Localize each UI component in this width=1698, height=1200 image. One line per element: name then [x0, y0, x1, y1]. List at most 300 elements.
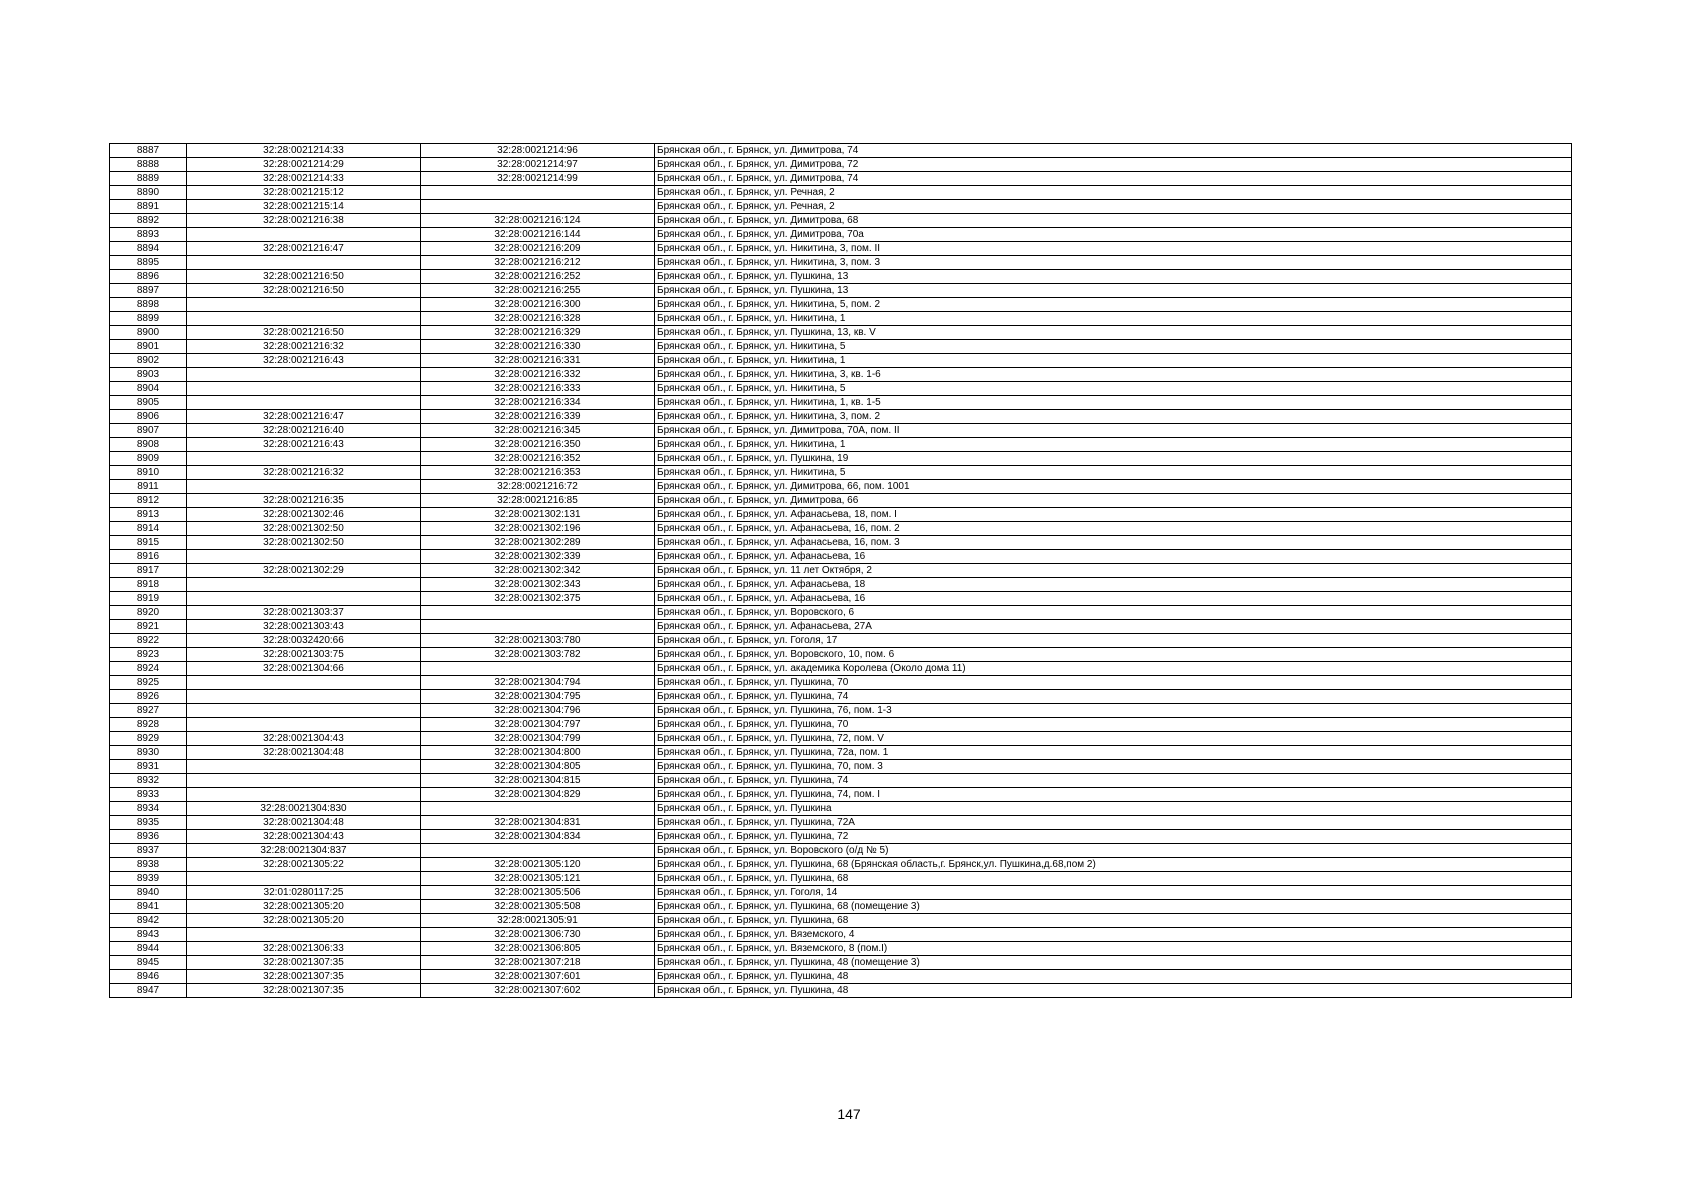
row-number-cell: 8914 — [110, 522, 187, 536]
row-number-cell: 8893 — [110, 228, 187, 242]
address-cell: Брянская обл., г. Брянск, ул. Никитина, 3, кв. 1-6 — [655, 368, 1572, 382]
parcel-number-cell: 32:28:0021307:35 — [187, 970, 421, 984]
row-number-cell: 8929 — [110, 732, 187, 746]
row-number-cell: 8923 — [110, 648, 187, 662]
object-number-cell: 32:28:0021306:730 — [421, 928, 655, 942]
row-number-cell: 8911 — [110, 480, 187, 494]
address-cell: Брянская обл., г. Брянск, ул. Вяземского, 8 (пом.I) — [655, 942, 1572, 956]
table-row — [110, 172, 1572, 186]
table-row — [110, 634, 1572, 648]
table-row — [110, 522, 1572, 536]
object-number-cell — [421, 620, 655, 634]
object-number-cell: 32:28:0021216:252 — [421, 270, 655, 284]
parcel-number-cell: 32:28:0021216:50 — [187, 270, 421, 284]
table-row — [110, 900, 1572, 914]
address-cell: Брянская обл., г. Брянск, ул. Никитина, 3, пом. II — [655, 242, 1572, 256]
table-row — [110, 648, 1572, 662]
address-cell: Брянская обл., г. Брянск, ул. Никитина, 1 — [655, 312, 1572, 326]
parcel-number-cell — [187, 368, 421, 382]
object-number-cell: 32:28:0021216:328 — [421, 312, 655, 326]
parcel-number-cell — [187, 312, 421, 326]
parcel-number-cell: 32:28:0021216:50 — [187, 326, 421, 340]
parcel-number-cell: 32:28:0021215:12 — [187, 186, 421, 200]
object-number-cell: 32:28:0021216:255 — [421, 284, 655, 298]
parcel-number-cell: 32:28:0021216:43 — [187, 438, 421, 452]
parcel-number-cell: 32:28:0021214:33 — [187, 144, 421, 158]
row-number-cell: 8934 — [110, 802, 187, 816]
object-number-cell: 32:28:0021216:352 — [421, 452, 655, 466]
table-row — [110, 242, 1572, 256]
parcel-number-cell: 32:28:0021214:29 — [187, 158, 421, 172]
address-cell: Брянская обл., г. Брянск, ул. Афанасьева, 27А — [655, 620, 1572, 634]
parcel-number-cell: 32:28:0021215:14 — [187, 200, 421, 214]
row-number-cell: 8922 — [110, 634, 187, 648]
table-row — [110, 620, 1572, 634]
address-cell: Брянская обл., г. Брянск, ул. Пушкина, 70, пом. 3 — [655, 760, 1572, 774]
address-cell: Брянская обл., г. Брянск, ул. Пушкина, 13 — [655, 284, 1572, 298]
table-row — [110, 284, 1572, 298]
address-cell: Брянская обл., г. Брянск, ул. Димитрова, 74 — [655, 172, 1572, 186]
row-number-cell: 8925 — [110, 676, 187, 690]
address-cell: Брянская обл., г. Брянск, ул. Пушкина, 74 — [655, 690, 1572, 704]
parcel-number-cell — [187, 298, 421, 312]
object-number-cell: 32:28:0021216:331 — [421, 354, 655, 368]
row-number-cell: 8889 — [110, 172, 187, 186]
table-row — [110, 144, 1572, 158]
parcel-number-cell — [187, 704, 421, 718]
table-row — [110, 256, 1572, 270]
parcel-number-cell: 32:28:0021306:33 — [187, 942, 421, 956]
row-number-cell: 8904 — [110, 382, 187, 396]
page-number: 147 — [837, 1106, 861, 1122]
row-number-cell: 8907 — [110, 424, 187, 438]
row-number-cell: 8901 — [110, 340, 187, 354]
row-number-cell: 8912 — [110, 494, 187, 508]
address-cell: Брянская обл., г. Брянск, ул. Вяземского, 4 — [655, 928, 1572, 942]
row-number-cell: 8943 — [110, 928, 187, 942]
object-number-cell: 32:28:0021216:332 — [421, 368, 655, 382]
address-cell: Брянская обл., г. Брянск, ул. Димитрова, 66, пом. 1001 — [655, 480, 1572, 494]
address-cell: Брянская обл., г. Брянск, ул. Пушкина, 68 — [655, 914, 1572, 928]
object-number-cell: 32:28:0021304:797 — [421, 718, 655, 732]
object-number-cell — [421, 186, 655, 200]
parcel-number-cell: 32:01:0280117:25 — [187, 886, 421, 900]
parcel-number-cell: 32:28:0021304:830 — [187, 802, 421, 816]
object-number-cell: 32:28:0021302:342 — [421, 564, 655, 578]
object-number-cell: 32:28:0021216:353 — [421, 466, 655, 480]
address-cell: Брянская обл., г. Брянск, ул. Пушкина, 70 — [655, 676, 1572, 690]
table-row — [110, 326, 1572, 340]
parcel-number-cell: 32:28:0021216:40 — [187, 424, 421, 438]
object-number-cell: 32:28:0021302:289 — [421, 536, 655, 550]
parcel-number-cell: 32:28:0021304:837 — [187, 844, 421, 858]
address-cell: Брянская обл., г. Брянск, ул. Гоголя, 14 — [655, 886, 1572, 900]
address-cell: Брянская обл., г. Брянск, ул. Пушкина, 68 — [655, 872, 1572, 886]
table-row — [110, 270, 1572, 284]
object-number-cell: 32:28:0021216:300 — [421, 298, 655, 312]
table-row — [110, 200, 1572, 214]
row-number-cell: 8899 — [110, 312, 187, 326]
address-cell: Брянская обл., г. Брянск, ул. Пушкина, 48 (помещение 3) — [655, 956, 1572, 970]
table-row — [110, 886, 1572, 900]
object-number-cell: 32:28:0021305:508 — [421, 900, 655, 914]
object-number-cell: 32:28:0021304:794 — [421, 676, 655, 690]
parcel-number-cell: 32:28:0021307:35 — [187, 956, 421, 970]
object-number-cell: 32:28:0021306:805 — [421, 942, 655, 956]
address-cell: Брянская обл., г. Брянск, ул. Речная, 2 — [655, 186, 1572, 200]
object-number-cell: 32:28:0021214:96 — [421, 144, 655, 158]
parcel-number-cell: 32:28:0021303:37 — [187, 606, 421, 620]
object-number-cell — [421, 200, 655, 214]
parcel-number-cell: 32:28:0021216:38 — [187, 214, 421, 228]
object-number-cell: 32:28:0021216:144 — [421, 228, 655, 242]
address-cell: Брянская обл., г. Брянск, ул. Никитина, 1 — [655, 354, 1572, 368]
object-number-cell: 32:28:0021307:218 — [421, 956, 655, 970]
row-number-cell: 8894 — [110, 242, 187, 256]
parcel-number-cell — [187, 396, 421, 410]
address-cell: Брянская обл., г. Брянск, ул. Димитрова, 70а — [655, 228, 1572, 242]
row-number-cell: 8898 — [110, 298, 187, 312]
parcel-number-cell: 32:28:0021305:20 — [187, 900, 421, 914]
row-number-cell: 8931 — [110, 760, 187, 774]
address-cell: Брянская обл., г. Брянск, ул. Димитрова, 74 — [655, 144, 1572, 158]
table-row — [110, 802, 1572, 816]
parcel-number-cell — [187, 718, 421, 732]
object-number-cell: 32:28:0021304:815 — [421, 774, 655, 788]
table-row — [110, 872, 1572, 886]
object-number-cell: 32:28:0021304:800 — [421, 746, 655, 760]
parcel-number-cell: 32:28:0021214:33 — [187, 172, 421, 186]
table-row — [110, 452, 1572, 466]
parcel-number-cell: 32:28:0021305:20 — [187, 914, 421, 928]
table-row — [110, 578, 1572, 592]
address-cell: Брянская обл., г. Брянск, ул. Пушкина, 19 — [655, 452, 1572, 466]
table-row — [110, 466, 1572, 480]
row-number-cell: 8928 — [110, 718, 187, 732]
table-row — [110, 438, 1572, 452]
row-number-cell: 8936 — [110, 830, 187, 844]
object-number-cell: 32:28:0021216:330 — [421, 340, 655, 354]
row-number-cell: 8938 — [110, 858, 187, 872]
row-number-cell: 8937 — [110, 844, 187, 858]
object-number-cell: 32:28:0021214:99 — [421, 172, 655, 186]
table-row — [110, 494, 1572, 508]
object-number-cell: 32:28:0021302:375 — [421, 592, 655, 606]
row-number-cell: 8896 — [110, 270, 187, 284]
address-cell: Брянская обл., г. Брянск, ул. Пушкина, 74, пом. I — [655, 788, 1572, 802]
object-number-cell: 32:28:0021302:343 — [421, 578, 655, 592]
object-number-cell: 32:28:0021305:506 — [421, 886, 655, 900]
address-cell: Брянская обл., г. Брянск, ул. Пушкина, 68 (Брянская область,г. Брянск,ул. Пушкина,д.68,пом 2) — [655, 858, 1572, 872]
object-number-cell: 32:28:0021216:72 — [421, 480, 655, 494]
table-row — [110, 662, 1572, 676]
address-cell: Брянская обл., г. Брянск, ул. Пушкина, 74 — [655, 774, 1572, 788]
row-number-cell: 8910 — [110, 466, 187, 480]
address-cell: Брянская обл., г. Брянск, ул. Гоголя, 17 — [655, 634, 1572, 648]
parcel-number-cell: 32:28:0021304:43 — [187, 732, 421, 746]
parcel-number-cell: 32:28:0021304:66 — [187, 662, 421, 676]
object-number-cell: 32:28:0021305:121 — [421, 872, 655, 886]
object-number-cell: 32:28:0021216:124 — [421, 214, 655, 228]
parcel-number-cell: 32:28:0021216:47 — [187, 242, 421, 256]
table-row — [110, 984, 1572, 998]
parcel-number-cell — [187, 676, 421, 690]
registry-table-body — [110, 144, 1572, 998]
address-cell: Брянская обл., г. Брянск, ул. Никитина, 3, пом. 3 — [655, 256, 1572, 270]
object-number-cell: 32:28:0021304:831 — [421, 816, 655, 830]
object-number-cell: 32:28:0021216:333 — [421, 382, 655, 396]
address-cell: Брянская обл., г. Брянск, ул. Димитрова, 72 — [655, 158, 1572, 172]
row-number-cell: 8909 — [110, 452, 187, 466]
address-cell: Брянская обл., г. Брянск, ул. Пушкина, 76, пом. 1-3 — [655, 704, 1572, 718]
parcel-number-cell — [187, 872, 421, 886]
address-cell: Брянская обл., г. Брянск, ул. Никитина, 5 — [655, 466, 1572, 480]
parcel-number-cell: 32:28:0021302:46 — [187, 508, 421, 522]
row-number-cell: 8941 — [110, 900, 187, 914]
parcel-number-cell: 32:28:0021216:32 — [187, 340, 421, 354]
parcel-number-cell — [187, 578, 421, 592]
table-row — [110, 816, 1572, 830]
table-row — [110, 298, 1572, 312]
table-row — [110, 354, 1572, 368]
parcel-number-cell: 32:28:0021304:48 — [187, 816, 421, 830]
parcel-number-cell — [187, 550, 421, 564]
row-number-cell: 8921 — [110, 620, 187, 634]
row-number-cell: 8946 — [110, 970, 187, 984]
object-number-cell: 32:28:0021304:799 — [421, 732, 655, 746]
table-row — [110, 690, 1572, 704]
row-number-cell: 8891 — [110, 200, 187, 214]
table-row — [110, 676, 1572, 690]
object-number-cell — [421, 606, 655, 620]
object-number-cell — [421, 844, 655, 858]
object-number-cell: 32:28:0021304:805 — [421, 760, 655, 774]
object-number-cell: 32:28:0021216:350 — [421, 438, 655, 452]
address-cell: Брянская обл., г. Брянск, ул. Пушкина, 13 — [655, 270, 1572, 284]
address-cell: Брянская обл., г. Брянск, ул. Никитина, 5, пом. 2 — [655, 298, 1572, 312]
address-cell: Брянская обл., г. Брянск, ул. академика Королева (Около дома 11) — [655, 662, 1572, 676]
address-cell: Брянская обл., г. Брянск, ул. Пушкина, 68 (помещение 3) — [655, 900, 1572, 914]
table-row — [110, 956, 1572, 970]
parcel-number-cell — [187, 480, 421, 494]
table-row — [110, 774, 1572, 788]
object-number-cell: 32:28:0021303:782 — [421, 648, 655, 662]
parcel-number-cell — [187, 760, 421, 774]
address-cell: Брянская обл., г. Брянск, ул. Никитина, 1, кв. 1-5 — [655, 396, 1572, 410]
row-number-cell: 8947 — [110, 984, 187, 998]
parcel-number-cell: 32:28:0021216:32 — [187, 466, 421, 480]
table-row — [110, 942, 1572, 956]
parcel-number-cell — [187, 592, 421, 606]
row-number-cell: 8935 — [110, 816, 187, 830]
object-number-cell: 32:28:0021305:120 — [421, 858, 655, 872]
object-number-cell: 32:28:0021304:834 — [421, 830, 655, 844]
address-cell: Брянская обл., г. Брянск, ул. Афанасьева, 18 — [655, 578, 1572, 592]
table-row — [110, 732, 1572, 746]
parcel-number-cell: 32:28:0032420:66 — [187, 634, 421, 648]
parcel-number-cell — [187, 452, 421, 466]
row-number-cell: 8888 — [110, 158, 187, 172]
table-row — [110, 186, 1572, 200]
parcel-number-cell — [187, 788, 421, 802]
address-cell: Брянская обл., г. Брянск, ул. Никитина, 5 — [655, 382, 1572, 396]
row-number-cell: 8895 — [110, 256, 187, 270]
row-number-cell: 8927 — [110, 704, 187, 718]
parcel-number-cell: 32:28:0021216:50 — [187, 284, 421, 298]
table-row — [110, 788, 1572, 802]
row-number-cell: 8942 — [110, 914, 187, 928]
row-number-cell: 8902 — [110, 354, 187, 368]
address-cell: Брянская обл., г. Брянск, ул. Димитрова, 68 — [655, 214, 1572, 228]
address-cell: Брянская обл., г. Брянск, ул. Афанасьева, 18, пом. I — [655, 508, 1572, 522]
row-number-cell: 8903 — [110, 368, 187, 382]
address-cell: Брянская обл., г. Брянск, ул. Димитрова, 70А, пом. II — [655, 424, 1572, 438]
table-row — [110, 340, 1572, 354]
row-number-cell: 8920 — [110, 606, 187, 620]
address-cell: Брянская обл., г. Брянск, ул. Пушкина, 70 — [655, 718, 1572, 732]
parcel-number-cell — [187, 690, 421, 704]
table-row — [110, 228, 1572, 242]
object-number-cell: 32:28:0021214:97 — [421, 158, 655, 172]
row-number-cell: 8887 — [110, 144, 187, 158]
object-number-cell: 32:28:0021305:91 — [421, 914, 655, 928]
row-number-cell: 8890 — [110, 186, 187, 200]
row-number-cell: 8915 — [110, 536, 187, 550]
table-row — [110, 214, 1572, 228]
table-row — [110, 704, 1572, 718]
object-number-cell: 32:28:0021303:780 — [421, 634, 655, 648]
parcel-number-cell: 32:28:0021216:43 — [187, 354, 421, 368]
row-number-cell: 8944 — [110, 942, 187, 956]
table-row — [110, 914, 1572, 928]
address-cell: Брянская обл., г. Брянск, ул. Пушкина, 72А — [655, 816, 1572, 830]
table-row — [110, 508, 1572, 522]
parcel-number-cell: 32:28:0021302:50 — [187, 522, 421, 536]
row-number-cell: 8919 — [110, 592, 187, 606]
object-number-cell: 32:28:0021216:209 — [421, 242, 655, 256]
parcel-number-cell: 32:28:0021302:29 — [187, 564, 421, 578]
table-row — [110, 410, 1572, 424]
parcel-number-cell: 32:28:0021302:50 — [187, 536, 421, 550]
row-number-cell: 8916 — [110, 550, 187, 564]
table-row — [110, 564, 1572, 578]
row-number-cell: 8908 — [110, 438, 187, 452]
address-cell: Брянская обл., г. Брянск, ул. Никитина, 3, пом. 2 — [655, 410, 1572, 424]
object-number-cell — [421, 802, 655, 816]
address-cell: Брянская обл., г. Брянск, ул. Пушкина, 13, кв. V — [655, 326, 1572, 340]
row-number-cell: 8940 — [110, 886, 187, 900]
table-row — [110, 858, 1572, 872]
table-row — [110, 312, 1572, 326]
table-row — [110, 746, 1572, 760]
table-row — [110, 368, 1572, 382]
parcel-number-cell — [187, 774, 421, 788]
table-row — [110, 592, 1572, 606]
object-number-cell: 32:28:0021216:339 — [421, 410, 655, 424]
row-number-cell: 8932 — [110, 774, 187, 788]
address-cell: Брянская обл., г. Брянск, ул. Пушкина, 48 — [655, 970, 1572, 984]
object-number-cell: 32:28:0021216:334 — [421, 396, 655, 410]
address-cell: Брянская обл., г. Брянск, ул. Воровского, 10, пом. 6 — [655, 648, 1572, 662]
row-number-cell: 8939 — [110, 872, 187, 886]
row-number-cell: 8924 — [110, 662, 187, 676]
parcel-number-cell: 32:28:0021216:47 — [187, 410, 421, 424]
row-number-cell: 8900 — [110, 326, 187, 340]
table-row — [110, 550, 1572, 564]
registry-table — [109, 143, 1572, 998]
row-number-cell: 8918 — [110, 578, 187, 592]
parcel-number-cell — [187, 228, 421, 242]
object-number-cell: 32:28:0021304:795 — [421, 690, 655, 704]
table-row — [110, 382, 1572, 396]
address-cell: Брянская обл., г. Брянск, ул. Пушкина — [655, 802, 1572, 816]
row-number-cell: 8906 — [110, 410, 187, 424]
object-number-cell: 32:28:0021216:85 — [421, 494, 655, 508]
object-number-cell: 32:28:0021302:131 — [421, 508, 655, 522]
table-row — [110, 480, 1572, 494]
row-number-cell: 8917 — [110, 564, 187, 578]
parcel-number-cell: 32:28:0021303:43 — [187, 620, 421, 634]
object-number-cell: 32:28:0021304:796 — [421, 704, 655, 718]
parcel-number-cell: 32:28:0021305:22 — [187, 858, 421, 872]
row-number-cell: 8926 — [110, 690, 187, 704]
parcel-number-cell: 32:28:0021303:75 — [187, 648, 421, 662]
address-cell: Брянская обл., г. Брянск, ул. Никитина, 1 — [655, 438, 1572, 452]
address-cell: Брянская обл., г. Брянск, ул. 11 лет Октября, 2 — [655, 564, 1572, 578]
address-cell: Брянская обл., г. Брянск, ул. Пушкина, 48 — [655, 984, 1572, 998]
address-cell: Брянская обл., г. Брянск, ул. Пушкина, 72 — [655, 830, 1572, 844]
address-cell: Брянская обл., г. Брянск, ул. Воровского (о/д № 5) — [655, 844, 1572, 858]
object-number-cell: 32:28:0021304:829 — [421, 788, 655, 802]
table-row — [110, 606, 1572, 620]
row-number-cell: 8930 — [110, 746, 187, 760]
address-cell: Брянская обл., г. Брянск, ул. Афанасьева, 16 — [655, 550, 1572, 564]
parcel-number-cell — [187, 382, 421, 396]
parcel-number-cell: 32:28:0021307:35 — [187, 984, 421, 998]
object-number-cell: 32:28:0021307:601 — [421, 970, 655, 984]
address-cell: Брянская обл., г. Брянск, ул. Афанасьева, 16, пом. 2 — [655, 522, 1572, 536]
row-number-cell: 8933 — [110, 788, 187, 802]
row-number-cell: 8892 — [110, 214, 187, 228]
table-row — [110, 424, 1572, 438]
address-cell: Брянская обл., г. Брянск, ул. Димитрова, 66 — [655, 494, 1572, 508]
object-number-cell: 32:28:0021216:329 — [421, 326, 655, 340]
table-row — [110, 718, 1572, 732]
object-number-cell: 32:28:0021216:345 — [421, 424, 655, 438]
object-number-cell — [421, 662, 655, 676]
address-cell: Брянская обл., г. Брянск, ул. Никитина, 5 — [655, 340, 1572, 354]
object-number-cell: 32:28:0021302:196 — [421, 522, 655, 536]
address-cell: Брянская обл., г. Брянск, ул. Афанасьева, 16, пом. 3 — [655, 536, 1572, 550]
table-row — [110, 970, 1572, 984]
object-number-cell: 32:28:0021302:339 — [421, 550, 655, 564]
address-cell: Брянская обл., г. Брянск, ул. Пушкина, 72а, пом. 1 — [655, 746, 1572, 760]
address-cell: Брянская обл., г. Брянск, ул. Воровского, 6 — [655, 606, 1572, 620]
object-number-cell: 32:28:0021216:212 — [421, 256, 655, 270]
table-row — [110, 928, 1572, 942]
row-number-cell: 8913 — [110, 508, 187, 522]
table-row — [110, 158, 1572, 172]
address-cell: Брянская обл., г. Брянск, ул. Речная, 2 — [655, 200, 1572, 214]
table-row — [110, 760, 1572, 774]
table-row — [110, 536, 1572, 550]
address-cell: Брянская обл., г. Брянск, ул. Пушкина, 72, пом. V — [655, 732, 1572, 746]
address-cell: Брянская обл., г. Брянск, ул. Афанасьева, 16 — [655, 592, 1572, 606]
table-row — [110, 844, 1572, 858]
parcel-number-cell: 32:28:0021216:35 — [187, 494, 421, 508]
parcel-number-cell — [187, 928, 421, 942]
object-number-cell: 32:28:0021307:602 — [421, 984, 655, 998]
